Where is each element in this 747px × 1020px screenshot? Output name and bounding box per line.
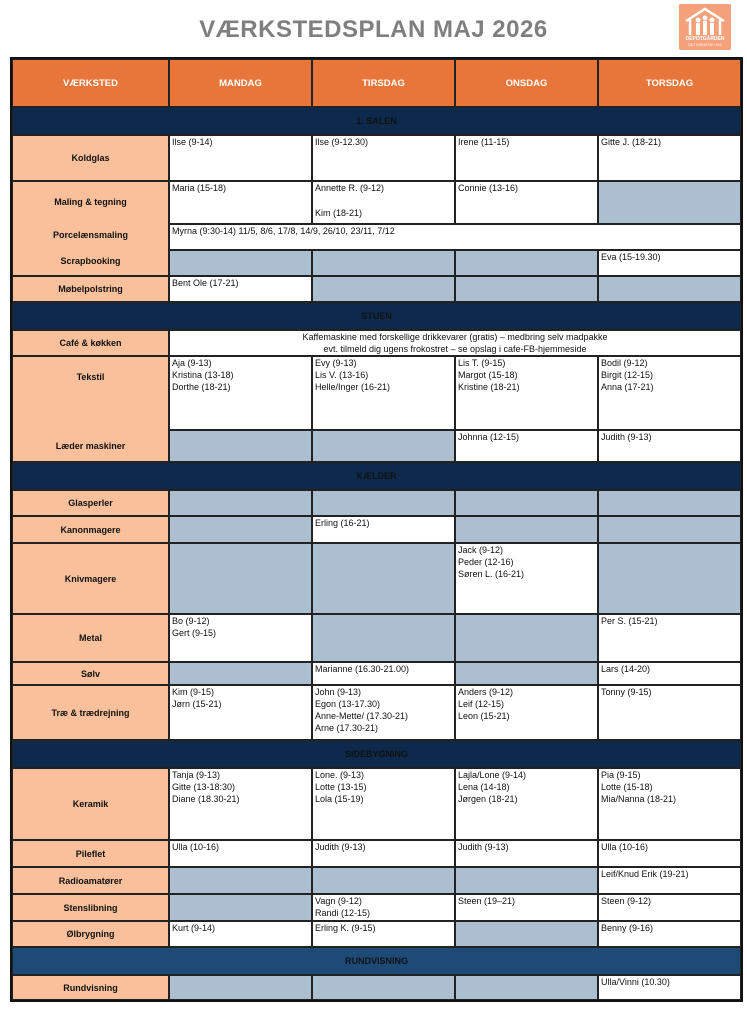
cell-cafe-info — [169, 330, 741, 356]
entry: Lotte (13-15) — [315, 782, 367, 792]
cell-monday: Ilse (9-14) — [169, 135, 312, 181]
logo — [679, 4, 731, 50]
header-row — [12, 59, 741, 107]
cell-thursday: Ulla/Vinni (10.30) — [598, 975, 741, 1000]
cell-thursday-empty — [598, 490, 741, 516]
logo-sub: DET KREATIVE HUS — [688, 43, 722, 47]
entry: Lone. (9-13) — [315, 770, 365, 780]
cell-thursday: Steen (9-12) — [598, 894, 741, 921]
table-row — [12, 490, 741, 516]
cell-monday — [169, 614, 312, 662]
workshop-name: Glasperler — [12, 490, 169, 516]
workshop-name: Rundvisning — [12, 975, 169, 1000]
cell-wednesday-empty — [455, 921, 598, 947]
cell-thursday-empty — [598, 276, 741, 302]
cell-tuesday — [312, 768, 455, 840]
col-header-thursday: TORSDAG — [598, 59, 741, 107]
workshop-name: Maling & tegning — [54, 197, 127, 207]
entry: Kim (9-15) — [172, 687, 215, 697]
table-row — [12, 975, 741, 1000]
cell-monday-empty — [169, 543, 312, 614]
entry: Jørgen (18-21) — [458, 794, 518, 804]
entry: Anders (9-12) — [458, 687, 514, 697]
cell-wednesday — [455, 685, 598, 740]
col-header-tuesday: TIRSDAG — [312, 59, 455, 107]
entry: Jørn (15-21) — [172, 699, 222, 709]
cell-wednesday-empty — [455, 975, 598, 1000]
entry: Søren L. (16-21) — [458, 569, 525, 579]
cell-monday-empty — [169, 430, 312, 462]
table-row — [12, 685, 741, 740]
cell-monday — [169, 685, 312, 740]
page-title: VÆRKSTEDSPLAN MAJ 2026 — [199, 16, 548, 43]
cell-thursday: Judith (9-13) — [598, 430, 741, 462]
entry: Lis T. (9-15) — [458, 358, 506, 368]
schedule-table — [10, 57, 743, 1002]
workshop-name: Keramik — [12, 768, 169, 840]
table-row — [12, 543, 741, 614]
cell-monday-empty — [169, 894, 312, 921]
cell-wednesday-empty — [455, 276, 598, 302]
logo-name: DEPOTGÅRDEN — [685, 36, 725, 42]
cell-monday-empty — [169, 975, 312, 1000]
cell-tuesday-empty — [312, 276, 455, 302]
entry: Lola (15-19) — [315, 794, 364, 804]
cell-monday-empty — [169, 250, 312, 276]
table-row — [12, 894, 741, 921]
cell-thursday: Leif/Knud Erik (19-21) — [598, 867, 741, 894]
cell-thursday: Tonny (9-15) — [598, 685, 741, 740]
entry: Vagn (9-12) — [315, 896, 362, 906]
cell-monday — [169, 768, 312, 840]
workshop-name: Radioamatører — [12, 867, 169, 894]
section-rundvisning: RUNDVISNING — [12, 947, 741, 975]
cell-wednesday-empty — [455, 867, 598, 894]
cell-wednesday-empty — [455, 662, 598, 685]
cell-tuesday: Erling K. (9-15) — [312, 921, 455, 947]
entry: Aja (9-13) — [172, 358, 212, 368]
table-row — [12, 768, 741, 840]
cell-wednesday: Steen (19–21) — [455, 894, 598, 921]
cell-thursday-empty — [598, 181, 741, 224]
workshop-name: Kanonmagere — [12, 516, 169, 543]
entry: Randi (12-15) — [315, 908, 371, 918]
col-header-wednesday: ONSDAG — [455, 59, 598, 107]
entry: Lis V. (13-16) — [315, 370, 369, 380]
table-row — [12, 276, 741, 302]
entry: Margot (15-18) — [458, 370, 518, 380]
cell-monday: Kurt (9-14) — [169, 921, 312, 947]
entry: Anna (17-21) — [601, 382, 654, 392]
col-header-monday: MANDAG — [169, 59, 312, 107]
table-row — [12, 662, 741, 685]
cell-thursday: Benny (9-16) — [598, 921, 741, 947]
cell-monday-empty — [169, 867, 312, 894]
cell-tuesday: Judith (9-13) — [312, 840, 455, 867]
cell-wednesday-empty — [455, 516, 598, 543]
cell-wednesday — [455, 543, 598, 614]
entry: Diane (18.30-21) — [172, 794, 240, 804]
cell-tuesday-empty — [312, 490, 455, 516]
cell-thursday: Per S. (15-21) — [598, 614, 741, 662]
entry: Kim (18-21) — [315, 208, 363, 218]
entry: Leif (12-15) — [458, 699, 505, 709]
cell-monday-empty — [169, 516, 312, 543]
entry: Lajla/Lone (9-14) — [458, 770, 527, 780]
cell-tuesday-empty — [312, 543, 455, 614]
entry: Jack (9-12) — [458, 545, 504, 555]
cell-monday: Maria (15-18) — [169, 181, 312, 224]
entry: Bodil (9-12) — [601, 358, 648, 368]
table-row — [12, 181, 741, 224]
cell-wednesday-empty — [455, 490, 598, 516]
table-row — [12, 356, 741, 430]
entry: Dorthe (18-21) — [172, 382, 231, 392]
section-stuen: STUEN — [12, 302, 741, 330]
entry: Bo (9-12) — [172, 616, 210, 626]
entry: Leon (15-21) — [458, 711, 510, 721]
entry: Evy (9-13) — [315, 358, 357, 368]
cafe-line-2: evt. tilmeld dig ugens frokostret – se opslag i cafe-FB-hjemmeside — [323, 344, 587, 354]
entry: Peder (12-16) — [458, 557, 514, 567]
workshop-name: Metal — [12, 614, 169, 662]
cafe-line-1: Kaffemaskine med forskellige drikkevarer (gratis) – medbring selv madpakke — [302, 332, 608, 342]
section-salen: 1. SALEN — [12, 107, 741, 135]
workshop-name: Knivmagere — [12, 543, 169, 614]
entry: Tanja (9-13) — [172, 770, 221, 780]
entry: Gert (9-15) — [172, 628, 217, 638]
cell-wednesday: Irene (11-15) — [455, 135, 598, 181]
entry: Pia (9-15) — [601, 770, 641, 780]
entry: Helle/Inger (16-21) — [315, 382, 391, 392]
workshop-name: Sølv — [12, 662, 169, 685]
section-kaelder: KÆLDER — [12, 462, 741, 490]
cell-tuesday — [312, 685, 455, 740]
cell-tuesday-empty — [312, 250, 455, 276]
entry: Gitte (13-18:30) — [172, 782, 236, 792]
workshop-name: Stenslibning — [12, 894, 169, 921]
cell-tuesday — [312, 181, 455, 224]
entry: Egon (13-17.30) — [315, 699, 381, 709]
cell-thursday — [598, 356, 741, 430]
cell-thursday-empty — [598, 543, 741, 614]
cell-tuesday-empty — [312, 614, 455, 662]
workshop-group — [12, 356, 169, 462]
cell-thursday: Eva (15-19.30) — [598, 250, 741, 276]
workshop-name: Porcelænsmaling — [52, 230, 129, 240]
cell-tuesday — [312, 894, 455, 921]
entry: Annette R. (9-12) — [315, 183, 385, 193]
cell-tuesday-empty — [312, 975, 455, 1000]
workshop-name: Café & køkken — [12, 330, 169, 356]
cell-tuesday: Erling (16-21) — [312, 516, 455, 543]
entry: Lotte (15-18) — [601, 782, 653, 792]
entry: Lena (14-18) — [458, 782, 510, 792]
table-row — [12, 867, 741, 894]
workshop-name: Scrapbooking — [60, 256, 121, 266]
workshop-name: Pileflet — [12, 840, 169, 867]
cell-monday: Ulla (10-16) — [169, 840, 312, 867]
workshop-name: Læder maskiner — [55, 441, 126, 451]
entry: Arne (17.30-21) — [315, 723, 379, 733]
cell-tuesday: Ilse (9-12.30) — [312, 135, 455, 181]
cell-wednesday-empty — [455, 614, 598, 662]
cell-tuesday — [312, 356, 455, 430]
cell-wednesday — [455, 356, 598, 430]
cell-tuesday-empty — [312, 867, 455, 894]
cell-wednesday: Connie (13-16) — [455, 181, 598, 224]
cell-monday-empty — [169, 490, 312, 516]
table-row — [12, 135, 741, 181]
cell-thursday-empty — [598, 516, 741, 543]
workshop-group — [12, 181, 169, 276]
entry: Anne-Mette/ (17.30-21) — [315, 711, 409, 721]
entry: Kristina (13-18) — [172, 370, 234, 380]
cell-monday: Bent Ole (17-21) — [169, 276, 312, 302]
cell-wednesday: Judith (9-13) — [455, 840, 598, 867]
cell-monday-empty — [169, 662, 312, 685]
cell-porcelain-dates: Myrna (9:30-14) 11/5, 8/6, 17/8, 14/9, 26/10, 23/11, 7/12 — [169, 224, 741, 250]
workshop-name: Ølbrygning — [12, 921, 169, 947]
table-row — [12, 840, 741, 867]
workshop-name: Koldglas — [12, 135, 169, 181]
workshop-name: Tekstil — [76, 372, 105, 382]
table-row — [12, 921, 741, 947]
entry: Kristine (18-21) — [458, 382, 520, 392]
cell-monday — [169, 356, 312, 430]
entry: Mia/Nanna (18-21) — [601, 794, 677, 804]
cell-thursday: Ulla (10-16) — [598, 840, 741, 867]
workshop-name: Møbelpolstring — [12, 276, 169, 302]
cell-tuesday: Marianne (16.30-21.00) — [312, 662, 455, 685]
table-row — [12, 614, 741, 662]
col-header-workshop: VÆRKSTED — [12, 59, 169, 107]
cell-wednesday: Johnna (12-15) — [455, 430, 598, 462]
table-row — [12, 330, 741, 356]
section-sidebygning: SIDEBYGNING — [12, 740, 741, 768]
cell-thursday: Gitte J. (18-21) — [598, 135, 741, 181]
cell-thursday — [598, 768, 741, 840]
entry: Birgit (12-15) — [601, 370, 654, 380]
entry: John (9-13) — [315, 687, 362, 697]
cell-wednesday — [455, 768, 598, 840]
house-people-icon — [684, 7, 726, 35]
workshop-name: Træ & trædrejning — [12, 685, 169, 740]
cell-tuesday-empty — [312, 430, 455, 462]
cell-wednesday-empty — [455, 250, 598, 276]
cell-thursday: Lars (14-20) — [598, 662, 741, 685]
table-row — [12, 516, 741, 543]
